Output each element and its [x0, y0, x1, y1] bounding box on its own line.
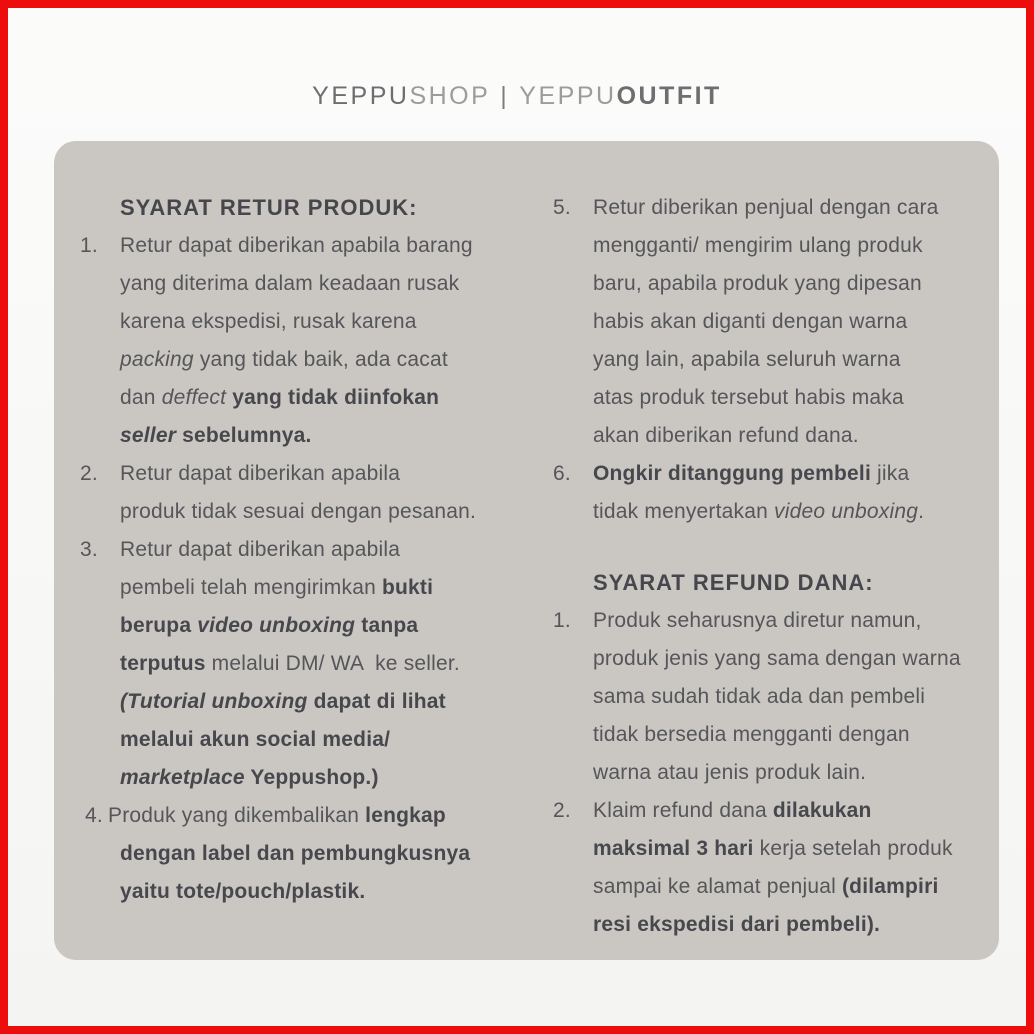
item-text: Produk seharusnya diretur namun, produk jenis yang sama dengan warna sama sudah tidak ada dan pembeli tidak bersedia mengganti dengan warna atau jenis produk lain. — [593, 609, 961, 784]
item-text: Produk yang dikembalikan lengkap dengan label dan pembungkusnya yaitu tote/pouch/plastik. — [108, 804, 471, 903]
item-number: 2. — [80, 462, 98, 485]
item-text: Ongkir ditanggung pembeli jika tidak menyertakan video unboxing. — [593, 462, 925, 523]
item-number: 1. — [80, 234, 98, 257]
list-item — [553, 602, 977, 792]
list-item — [553, 189, 977, 455]
item-number: 1. — [553, 609, 571, 632]
item-text: Retur dapat diberikan apabila pembeli telah mengirimkan bukti berupa video unboxing tanpa terputus melalui DM/ WA ke seller. (Tutorial unboxing dapat di lihat melalui akun social media/ marketplace Yeppushop.) — [120, 538, 460, 789]
item-number: 6. — [553, 462, 571, 485]
brand-right-light: YEPPU — [519, 82, 617, 110]
brand-right-strong: OUTFIT — [616, 82, 722, 110]
item-text: Klaim refund dana dilakukan maksimal 3 hari kerja setelah produk sampai ke alamat penjual (dilampiri resi ekspedisi dari pembeli). — [593, 799, 953, 936]
retur-list-continued — [553, 189, 977, 531]
refund-heading: SYARAT REFUND DANA: — [593, 570, 874, 595]
terms-card — [54, 141, 999, 960]
retur-heading: SYARAT RETUR PRODUK: — [120, 195, 418, 220]
list-item — [553, 455, 977, 531]
list-item — [80, 531, 532, 797]
item-number: 2. — [553, 799, 571, 822]
list-item — [80, 227, 532, 455]
item-number: 4. — [85, 804, 103, 827]
list-item — [553, 792, 977, 944]
list-item — [80, 797, 532, 911]
column-refund — [553, 189, 977, 960]
item-number: 3. — [80, 538, 98, 561]
item-text: Retur dapat diberikan apabila barang yang diterima dalam keadaan rusak karena ekspedisi, rusak karena packing yang tidak baik, ada cacat dan deffect yang tidak diinfokan seller sebelumnya. — [120, 234, 473, 447]
retur-list — [80, 227, 532, 911]
item-text: Retur diberikan penjual dengan cara mengganti/ mengirim ulang produk baru, apabila produk yang dipesan habis akan diganti dengan warna yang lain, apabila seluruh warna atas produk tersebut habis maka akan diberikan refund dana. — [593, 196, 939, 447]
brand-separator: | — [500, 82, 510, 110]
column-retur — [80, 189, 532, 960]
list-item — [80, 455, 532, 531]
brand-left-light: SHOP — [409, 82, 491, 110]
item-number: 5. — [553, 196, 571, 219]
item-text: Retur dapat diberikan apabila produk tidak sesuai dengan pesanan. — [120, 462, 477, 523]
brand-left-strong: YEPPU — [312, 82, 410, 110]
refund-list — [553, 602, 977, 944]
brand-header — [8, 82, 1026, 111]
